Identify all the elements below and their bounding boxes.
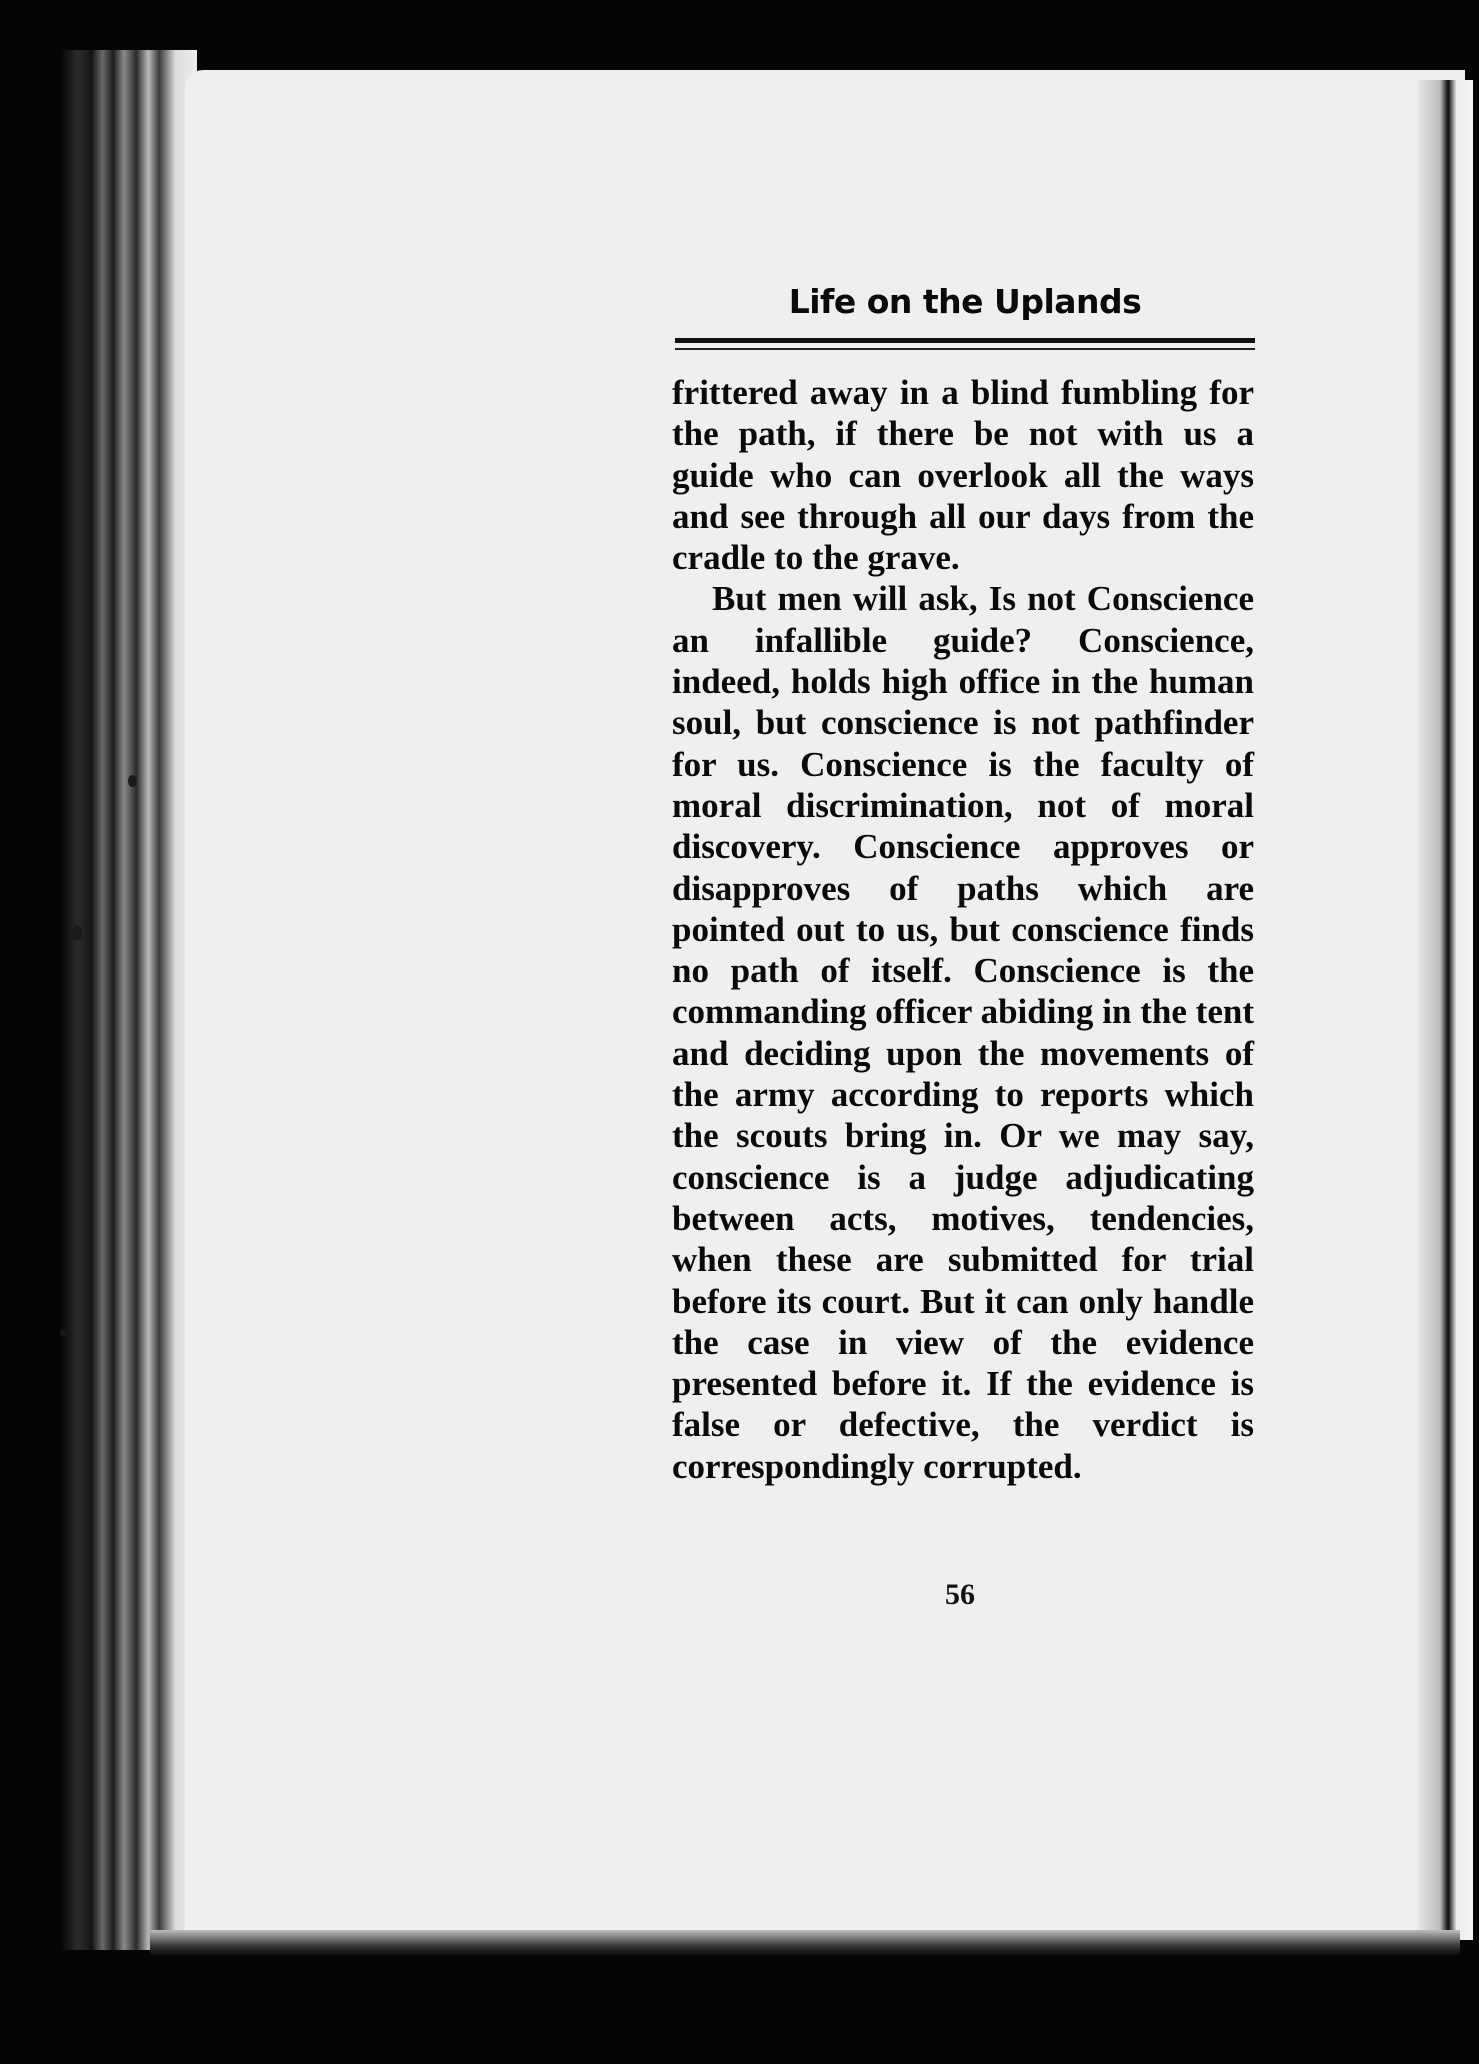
page-number: 56 — [945, 1578, 975, 1611]
scan-speck — [60, 1330, 66, 1336]
scan-speck — [128, 775, 137, 787]
paragraph: But men will ask, Is not Conscience an infallible guide? Conscience, indeed, holds high office in the human soul, but conscience is not pathfinder for us. Conscience is the faculty of moral discrimination, not of moral discovery. Conscience approves or disapproves of paths which are pointed out to us, but conscience finds no path of itself. Conscience is the commanding officer abiding in the tent and deciding upon the movements of the army according to reports which the scouts bring in. Or we may say, conscience is a judge adjudicating between acts, motives, tendencies, when these are submitted for trial before its court. But it can only handle the case in view of the evidence presented before it. If the evidence is false or defective, the verdict is correspondingly corrupted. — [672, 579, 1254, 1486]
paragraph-continued: frittered away in a blind fumbling for the path, if there be not with us a guide who can overlook all the ways and see through all our days from the cradle to the grave. — [672, 373, 1254, 578]
adjacent-page-edge — [1418, 80, 1473, 1940]
header-rule-thick — [675, 338, 1255, 343]
page-bottom-shadow — [150, 1930, 1460, 1956]
running-head: Life on the Uplands — [788, 282, 1142, 321]
book-binding-gutter — [62, 50, 197, 1950]
header-rule-thin — [675, 348, 1255, 350]
scan-speck — [72, 925, 82, 941]
body-text — [672, 372, 1254, 1487]
